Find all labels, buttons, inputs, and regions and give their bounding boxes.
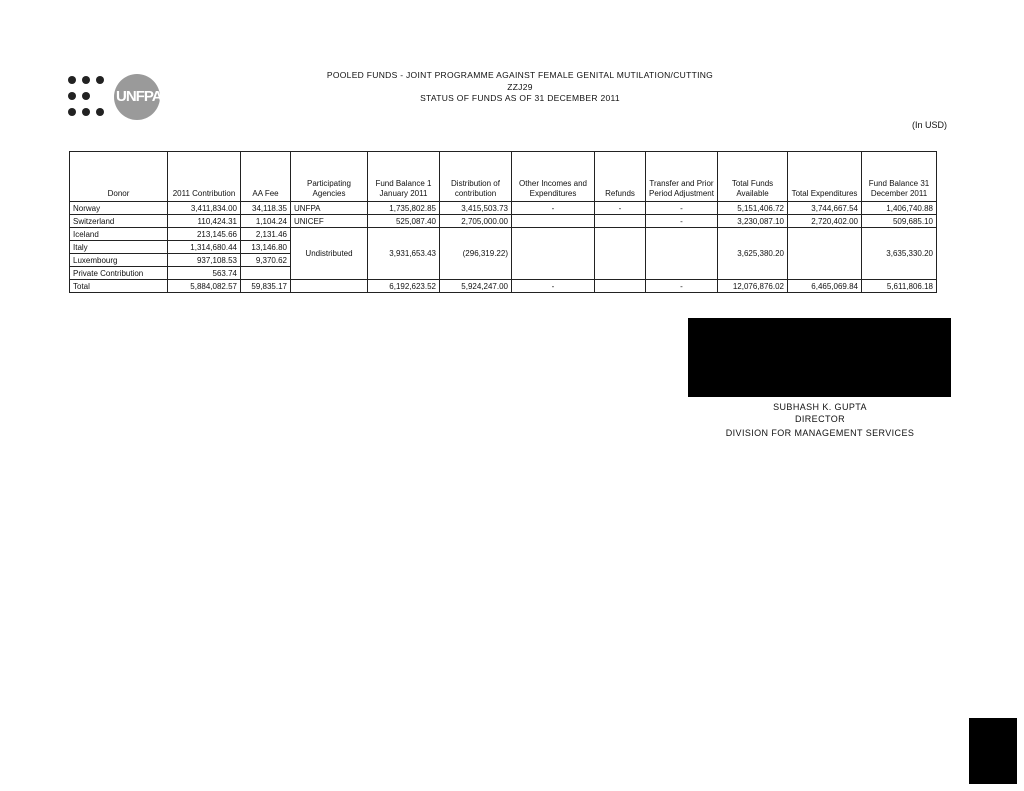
- aa-fee-cell: 1,104.24: [241, 215, 291, 228]
- donor-cell: Private Contribution: [70, 267, 168, 280]
- aa-fee-cell: 2,131.46: [241, 228, 291, 241]
- col-header: Fund Balance 1 January 2011: [368, 152, 440, 202]
- col-header: Fund Balance 31 December 2011: [862, 152, 937, 202]
- total-expenditures-cell: 2,720,402.00: [788, 215, 862, 228]
- agency-cell: Undistributed: [291, 228, 368, 280]
- transfer-cell: -: [646, 202, 718, 215]
- total-refunds: [595, 280, 646, 293]
- total-expenditures: 6,465,069.84: [788, 280, 862, 293]
- aa-fee-cell: [241, 267, 291, 280]
- refunds-cell: [595, 215, 646, 228]
- table-row: [70, 215, 937, 228]
- table-row: [70, 228, 937, 241]
- contribution-cell: 563.74: [168, 267, 241, 280]
- logo-text: UNFPA: [116, 88, 162, 105]
- unfpa-logo: [66, 74, 176, 120]
- signatory-division: DIVISION FOR MANAGEMENT SERVICES: [725, 428, 915, 438]
- table-row: [70, 202, 937, 215]
- total-fund-balance: 6,192,623.52: [368, 280, 440, 293]
- total-transfer: -: [646, 280, 718, 293]
- fund-balance-cell: 525,087.40: [368, 215, 440, 228]
- redaction-block: [969, 718, 1017, 784]
- refunds-cell: -: [595, 202, 646, 215]
- total-fund-balance-end: 5,611,806.18: [862, 280, 937, 293]
- total-aa-fee: 59,835.17: [241, 280, 291, 293]
- contribution-cell: 3,411,834.00: [168, 202, 241, 215]
- col-header: Refunds: [595, 152, 646, 202]
- aa-fee-cell: 34,118.35: [241, 202, 291, 215]
- col-header: 2011 Contribution: [168, 152, 241, 202]
- fund-balance-cell: 3,931,653.43: [368, 228, 440, 280]
- col-header: Transfer and Prior Period Adjustment: [646, 152, 718, 202]
- total-other-income: -: [512, 280, 595, 293]
- donor-cell: Norway: [70, 202, 168, 215]
- col-header: Distribution of contribution: [440, 152, 512, 202]
- signatory-title: DIRECTOR: [794, 414, 846, 424]
- total-label: Total: [70, 280, 168, 293]
- agency-cell: UNICEF: [291, 215, 368, 228]
- transfer-cell: -: [646, 215, 718, 228]
- table-header-row: [70, 152, 937, 202]
- aa-fee-cell: 9,370.62: [241, 254, 291, 267]
- contribution-cell: 213,145.66: [168, 228, 241, 241]
- total-available-cell: 3,230,087.10: [718, 215, 788, 228]
- currency-unit: (In USD): [912, 120, 948, 130]
- fund-balance-end-cell: 3,635,330.20: [862, 228, 937, 280]
- col-header: Participating Agencies: [291, 152, 368, 202]
- total-available-cell: 3,625,380.20: [718, 228, 788, 280]
- contribution-cell: 937,108.53: [168, 254, 241, 267]
- document-title: POOLED FUNDS - JOINT PROGRAMME AGAINST FEMALE GENITAL MUTILATION/CUTTING: [326, 70, 714, 80]
- aa-fee-cell: 13,146.80: [241, 241, 291, 254]
- total-row: [70, 280, 937, 293]
- other-income-cell: [512, 228, 595, 280]
- donor-cell: Luxembourg: [70, 254, 168, 267]
- status-of-funds-table: [69, 151, 937, 293]
- other-income-cell: -: [512, 202, 595, 215]
- distribution-cell: (296,319.22): [440, 228, 512, 280]
- col-header: Total Expenditures: [788, 152, 862, 202]
- total-available-cell: 5,151,406.72: [718, 202, 788, 215]
- fund-balance-end-cell: 509,685.10: [862, 215, 937, 228]
- total-distribution: 5,924,247.00: [440, 280, 512, 293]
- col-header: Other Incomes and Expenditures: [512, 152, 595, 202]
- donor-cell: Italy: [70, 241, 168, 254]
- total-funds-available: 12,076,876.02: [718, 280, 788, 293]
- col-header: Donor: [70, 152, 168, 202]
- other-income-cell: [512, 215, 595, 228]
- distribution-cell: 3,415,503.73: [440, 202, 512, 215]
- col-header: AA Fee: [241, 152, 291, 202]
- redaction-block: [688, 318, 951, 397]
- document-code: ZZJ29: [507, 82, 533, 92]
- total-expenditures-cell: [788, 228, 862, 280]
- fund-balance-cell: 1,735,802.85: [368, 202, 440, 215]
- globe-icon: [114, 74, 160, 120]
- distribution-cell: 2,705,000.00: [440, 215, 512, 228]
- transfer-cell: [646, 228, 718, 280]
- col-header: Total Funds Available: [718, 152, 788, 202]
- total-expenditures-cell: 3,744,667.54: [788, 202, 862, 215]
- agency-cell: UNFPA: [291, 202, 368, 215]
- total-contribution: 5,884,082.57: [168, 280, 241, 293]
- refunds-cell: [595, 228, 646, 280]
- fund-balance-end-cell: 1,406,740.88: [862, 202, 937, 215]
- donor-cell: Iceland: [70, 228, 168, 241]
- document-subtitle: STATUS OF FUNDS AS OF 31 DECEMBER 2011: [420, 93, 620, 103]
- contribution-cell: 110,424.31: [168, 215, 241, 228]
- donor-cell: Switzerland: [70, 215, 168, 228]
- logo-dots: [66, 74, 120, 118]
- signatory-name: SUBHASH K. GUPTA: [773, 402, 867, 412]
- total-agency: [291, 280, 368, 293]
- contribution-cell: 1,314,680.44: [168, 241, 241, 254]
